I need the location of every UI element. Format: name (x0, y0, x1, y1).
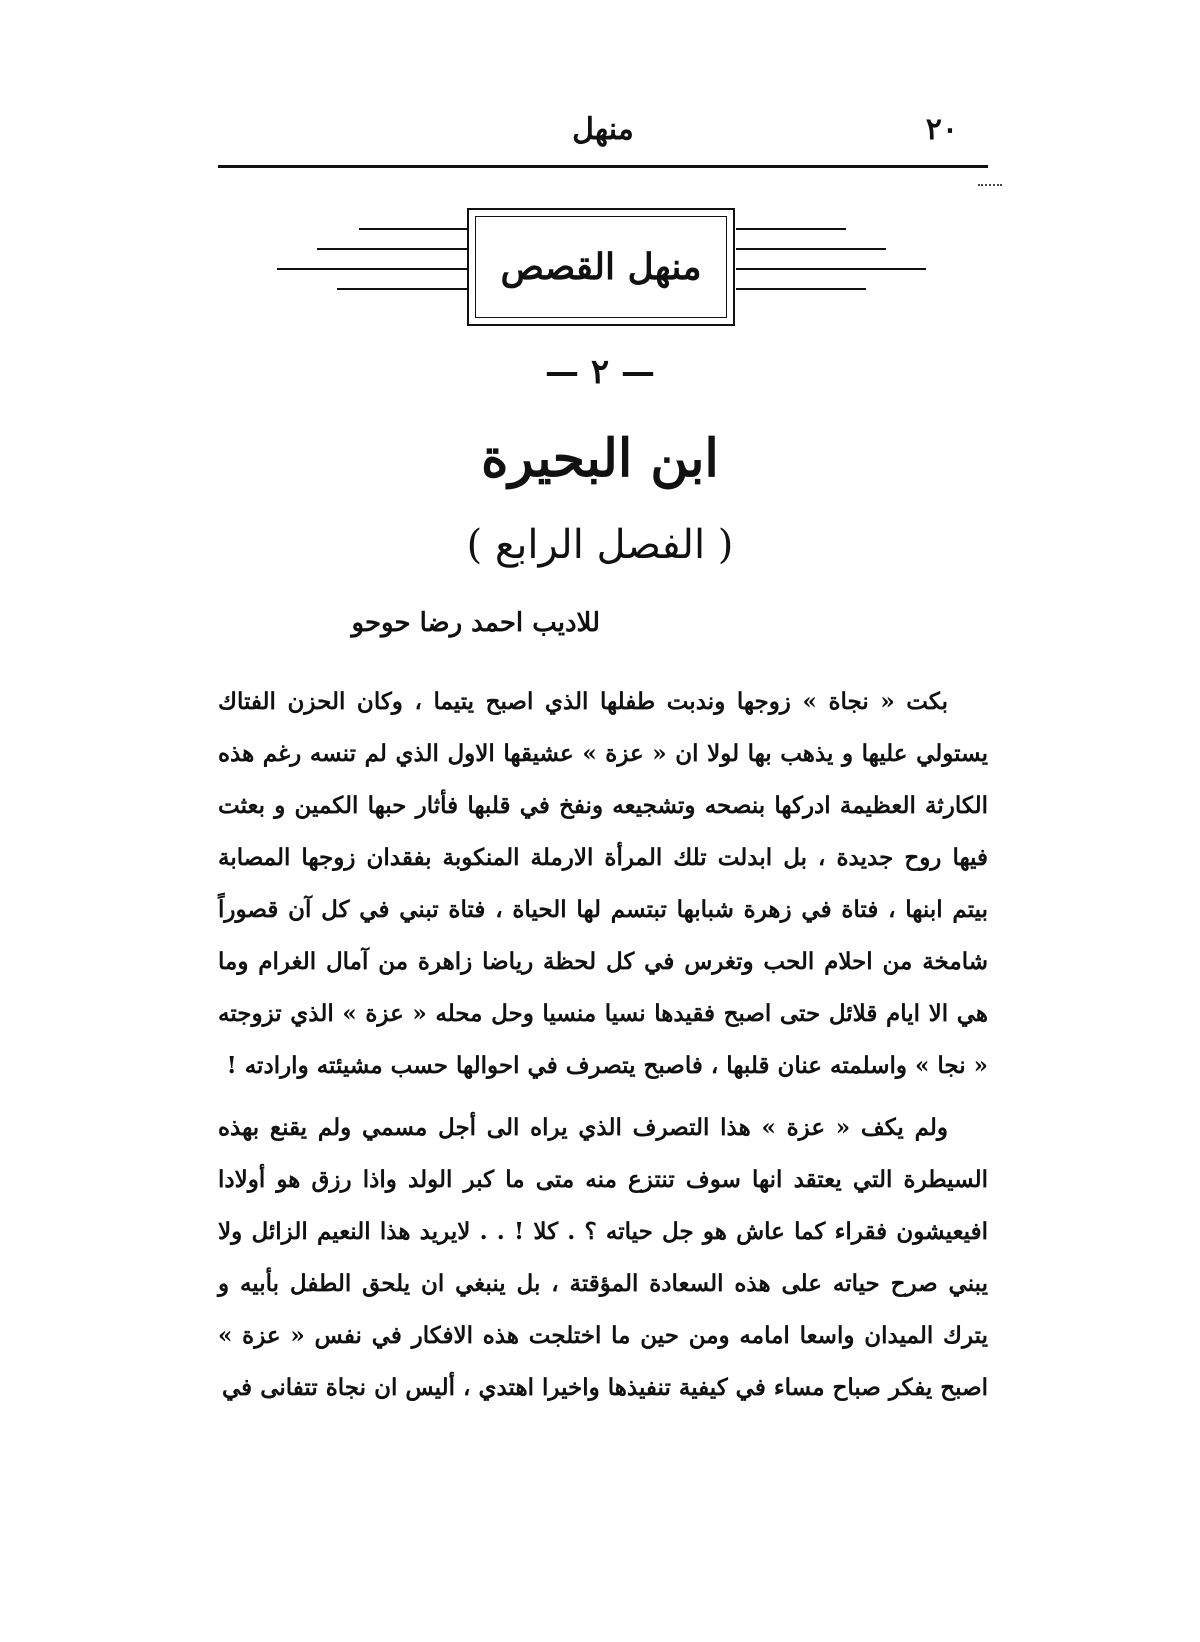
running-header (218, 108, 988, 158)
part-number: — ٢ — (545, 352, 655, 392)
section-banner (467, 208, 735, 326)
article-body (218, 676, 988, 1424)
section-title: منهل القصص (500, 246, 702, 288)
story-title: ابن البحيرة (481, 428, 719, 489)
chapter-title: ( الفصل الرابع ) (466, 522, 734, 568)
header-rule (218, 165, 988, 168)
banner-lines-right (736, 228, 936, 290)
page-number: ٢٠ (925, 112, 958, 147)
paragraph: ولم يكف « عزة » هذا التصرف الذي يراه الى أجل مسمي ولم يقنع بهذه السيطرة التي يعتقد انها سوف تنتزع منه متى ما كبر الولد واذا رزق هو أولادا افيعيشون فقراء كما عاش هو جل حياته ؟ . كلا ! . . لايريد هذا النعيم الزائل ولا يبني صرح حياته على هذه السعادة المؤقتة ، بل ينبغي ان يلحق الطفل بأبيه و يترك الميدان واسعا امامه ومن حين ما اختلجت هذه الافكار في نفس « عزة » اصبح يفكر صباح مساء في كيفية تنفيذها واخيرا اهتدي ، أليس ان نجاة تتفانى في (218, 1114, 988, 1401)
section-banner-inner (475, 216, 727, 318)
running-title: منهل (572, 112, 634, 147)
banner-lines-left (277, 228, 477, 290)
paragraph: بكت « نجاة » زوجها وندبت طفلها الذي اصبح يتيما ، وكان الحزن الفتاك يستولي عليها و يذهب بها لولا ان « عزة » عشيقها الاول الذي لم تنسه رغم هذه الكارثة العظيمة ادركها بنصحه وتشجيعه ونفخ في قلبها فأثار حبها الكمين و بعثت فيها روح جديدة ، بل ابدلت تلك المرأة الارملة المنكوبة بفقدان زوجها المصابة بيتم ابنها ، فتاة في زهرة شبابها تبتسم لها الحياة ، فتاة تبني في كل آن قصوراً شامخة من احلام الحب وتغرس في كل لحظة رياضا زاهرة من آمال الغرام وما هي الا ايام قلائل حتى اصبح فقيدها نسيا منسيا وحل محله « عزة » الذي تزوجته « نجا » واسلمته عنان قلبها ، فاصبح يتصرف في احوالها حسب مشيئته وارادته ! (218, 688, 988, 1079)
print-speck (978, 184, 1002, 190)
author-byline: للاديب احمد رضا حوحو (351, 608, 600, 638)
